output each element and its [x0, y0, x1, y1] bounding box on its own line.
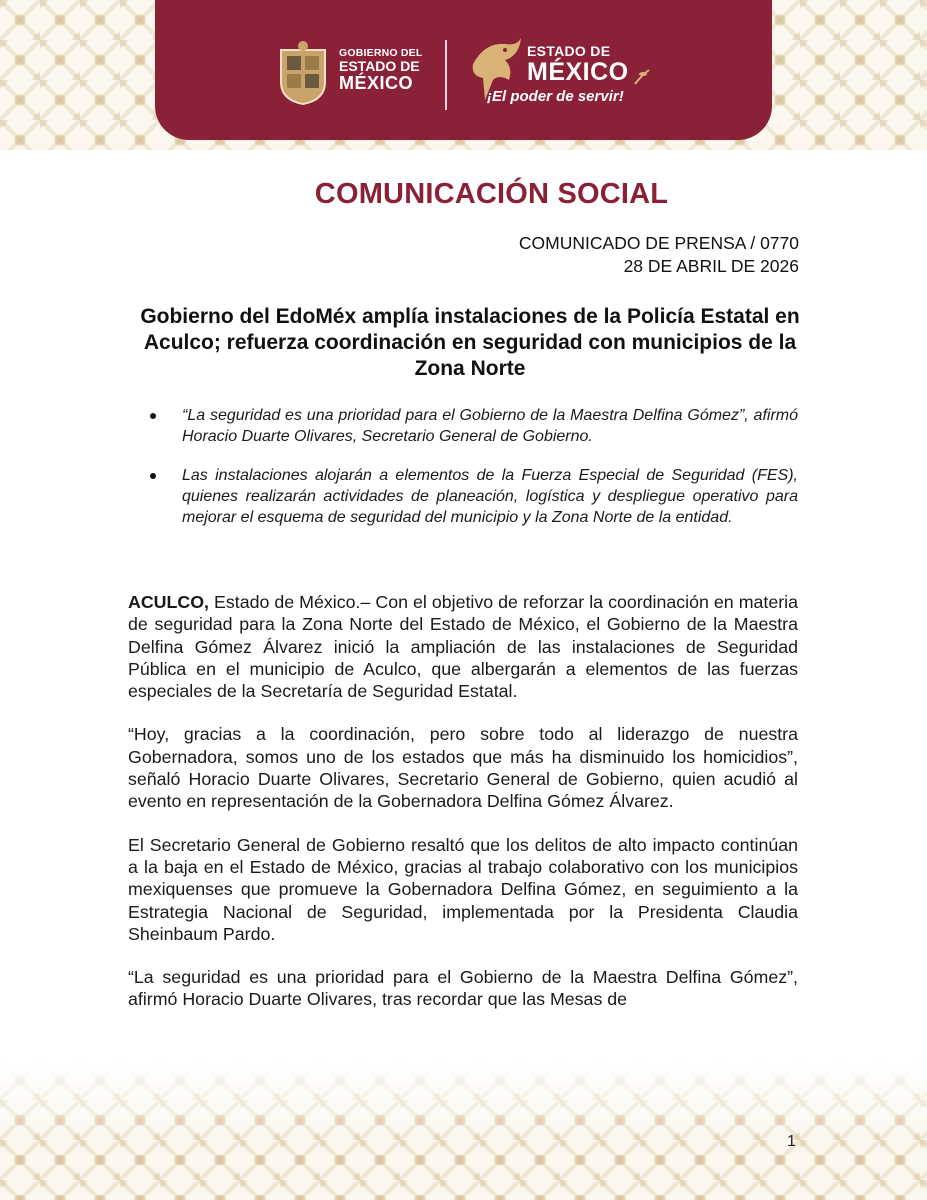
bullet-dot-icon [150, 473, 156, 479]
logo-divider [445, 40, 447, 110]
headline: Gobierno del EdoMéx amplía instalaciones de la Policía Estatal en Aculco; refuerza coordinación en seguridad con municipios de la Zona Norte [140, 305, 800, 380]
edo-logo-slogan: ¡El poder de servir! [487, 87, 624, 105]
department-title: COMUNICACIÓN SOCIAL [314, 178, 669, 210]
gobierno-logo [277, 36, 447, 111]
gob-logo-line2: ESTADO DE [339, 58, 420, 75]
bullet-text: “La seguridad es una prioridad para el Gobierno de la Maestra Delfina Gómez”, afirmó Horacio Duarte Olivares, Secretario General de Gobierno. [182, 407, 798, 445]
decorative-pattern-bottom [0, 1060, 927, 1200]
paragraph: El Secretario General de Gobierno resaltó que los delitos de alto impacto continúan a la baja en el Estado de México, gracias al trabajo colaborativo con los municipios mexiquenses que promueve la Gobernadora Delfina Gómez, en seguimiento a la Estrategia Nacional de Seguridad, implementada por la Presidenta Claudia Sheinbaum Pardo. [128, 834, 798, 944]
page-number: 1 [787, 1133, 796, 1150]
gob-logo-line1: GOBIERNO DEL [339, 47, 423, 59]
paragraph-text: Estado de México.– Con el objetivo de reforzar la coordinación en materia de seguridad para la Zona Norte del Estado de México, el Gobierno de la Maestra Delfina Gómez Álvarez inició la ampliación de las instalaciones de Seguridad Pública en el municipio de Aculco, que albergarán a elementos de las fuerzas especiales de la Secretaría de Seguridad Estatal. [128, 592, 798, 702]
paragraph: “La seguridad es una prioridad para el Gobierno de la Maestra Delfina Gómez”, afirmó Horacio Duarte Olivares, tras recordar que las Mesas de [128, 967, 798, 1010]
estado-mexico-logo [465, 34, 665, 114]
coat-of-arms-icon [277, 40, 329, 106]
bullet-item [150, 465, 798, 528]
header-banner [155, 0, 772, 140]
bullet-item [150, 405, 798, 447]
edo-logo-line2: MÉXICO [527, 58, 629, 87]
gob-logo-line3: MÉXICO [339, 72, 414, 93]
edo-logo-line1: ESTADO DE [527, 43, 611, 59]
bullet-text: Las instalaciones alojarán a elementos de la Fuerza Especial de Seguridad (FES), quienes realizarán actividades de planeación, logística y despliegue operativo para mejorar el esquema de seguridad del municipio y la Zona Norte de la entidad. [182, 467, 798, 526]
press-number: COMUNICADO DE PRENSA / 0770 [518, 233, 799, 253]
dateline-place: ACULCO, [128, 592, 209, 612]
press-date: 28 DE ABRIL DE 2026 [623, 256, 799, 276]
leaf-sprig-icon [633, 68, 651, 86]
article-body [128, 591, 798, 1032]
press-meta [519, 232, 799, 278]
bullet-dot-icon [150, 413, 156, 419]
paragraph: “Hoy, gracias a la coordinación, pero sobre todo al liderazgo de nuestra Gobernadora, somos uno de los estados que más ha disminuido los homicidios”, señaló Horacio Duarte Olivares, Secretario General de Gobierno, quien acudió al evento en representación de la Gobernadora Delfina Gómez Álvarez. [128, 724, 798, 812]
summary-bullets [150, 405, 798, 546]
paragraph [128, 591, 798, 702]
